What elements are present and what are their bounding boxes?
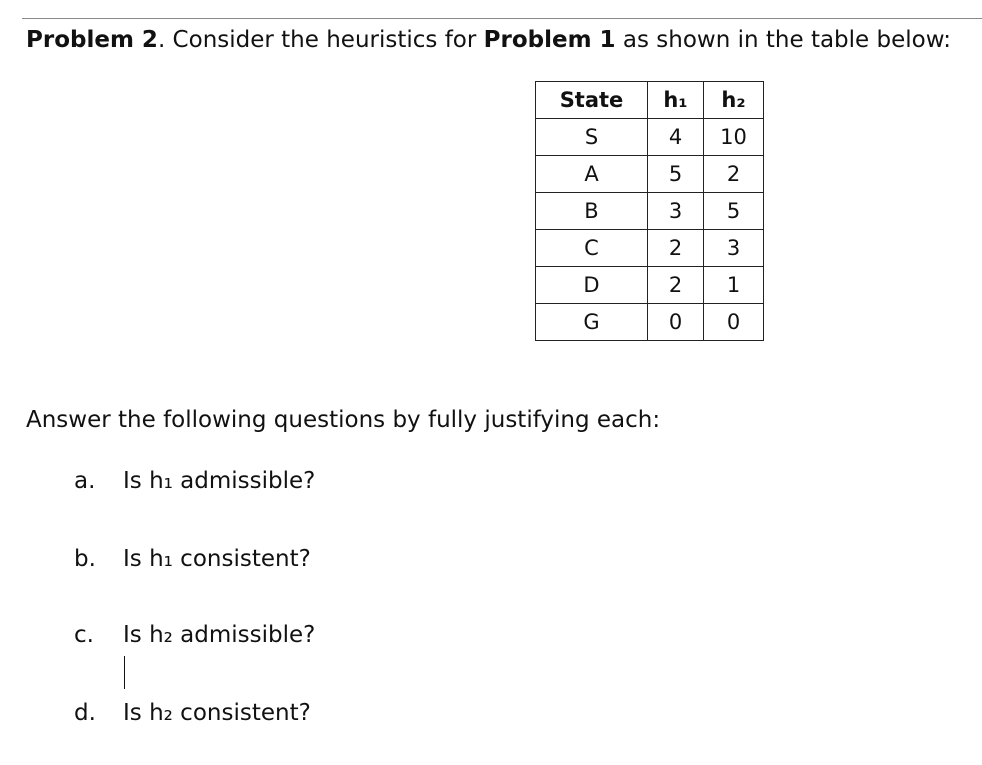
cell-state: A: [536, 156, 648, 193]
question-text: Is h₁ consistent?: [123, 546, 311, 572]
cell-h2: 1: [704, 267, 764, 304]
question-text: Is h₂ admissible?: [123, 622, 316, 648]
table-header-row: [536, 82, 764, 119]
table-row: [536, 304, 764, 341]
top-rule: [22, 18, 982, 19]
question-text: Is h₁ admissible?: [123, 468, 316, 494]
cell-h2: 10: [704, 119, 764, 156]
cell-h2: 5: [704, 193, 764, 230]
question-letter: b.: [74, 546, 96, 572]
cell-h1: 4: [648, 119, 704, 156]
cell-h2: 2: [704, 156, 764, 193]
table-row: [536, 267, 764, 304]
question-c: [74, 620, 315, 650]
cell-state: G: [536, 304, 648, 341]
problem-intro: . Consider the heuristics for: [157, 27, 484, 53]
table-row: [536, 156, 764, 193]
cell-state: D: [536, 267, 648, 304]
table-row: [536, 230, 764, 267]
cell-h2: 3: [704, 230, 764, 267]
cell-state: B: [536, 193, 648, 230]
text-cursor[interactable]: [124, 656, 125, 689]
cell-h1: 2: [648, 230, 704, 267]
problem-title: Problem 2: [26, 27, 158, 53]
question-text: Is h₂ consistent?: [123, 700, 311, 726]
table-row: [536, 193, 764, 230]
instructions: Answer the following questions by fully justifying each:: [26, 407, 661, 433]
cell-h1: 3: [648, 193, 704, 230]
header-h2: h₂: [704, 82, 764, 119]
question-letter: d.: [74, 700, 96, 726]
heuristics-table: [535, 81, 764, 341]
header-h1: h₁: [648, 82, 704, 119]
cell-h1: 5: [648, 156, 704, 193]
cell-state: C: [536, 230, 648, 267]
cell-h2: 0: [704, 304, 764, 341]
question-a: [74, 466, 315, 496]
question-b: [74, 544, 311, 574]
table-row: [536, 119, 764, 156]
question-letter: a.: [74, 468, 96, 494]
problem-statement: [26, 25, 951, 55]
cell-state: S: [536, 119, 648, 156]
problem-reference: Problem 1: [483, 27, 616, 53]
cell-h1: 2: [648, 267, 704, 304]
question-d: [74, 698, 311, 728]
question-letter: c.: [74, 622, 94, 648]
header-state: State: [536, 82, 648, 119]
cell-h1: 0: [648, 304, 704, 341]
problem-intro-end: as shown in the table below:: [615, 27, 952, 53]
